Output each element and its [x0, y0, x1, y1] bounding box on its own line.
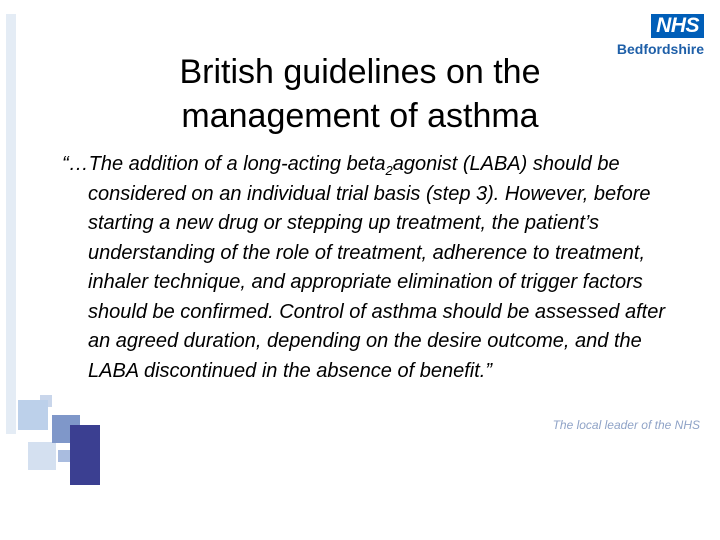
quote-open: “…The addition of a long-acting beta	[62, 153, 386, 175]
slide-title	[100, 50, 620, 138]
decor-square	[18, 400, 48, 430]
decor-bar	[6, 14, 16, 434]
title-line-1: British guidelines on the	[179, 53, 541, 91]
decor-square	[70, 425, 100, 485]
nhs-logo-mark: NHS	[651, 14, 704, 38]
quote-subscript: 2	[385, 163, 393, 178]
guideline-quote	[62, 150, 688, 386]
title-line-2: management of asthma	[181, 97, 539, 135]
organisation-name: Bedfordshire	[616, 41, 704, 57]
footer-tagline: The local leader of the NHS	[552, 418, 700, 432]
decor-square	[28, 442, 56, 470]
decor-square	[58, 450, 70, 462]
quote-rest: agonist (LABA) should be considered on an individual trial basis (step 3). However, before starting a new drug or stepping up treatment, the patient’s understanding of the role of treatment, adherence to treatment, inhaler technique, and appropriate elimination of trigger factors should be confirmed. Control of asthma should be assessed after an agreed duration, depending on the desire outcome, and the LABA discontinued in the absence of benefit.”	[88, 153, 665, 382]
